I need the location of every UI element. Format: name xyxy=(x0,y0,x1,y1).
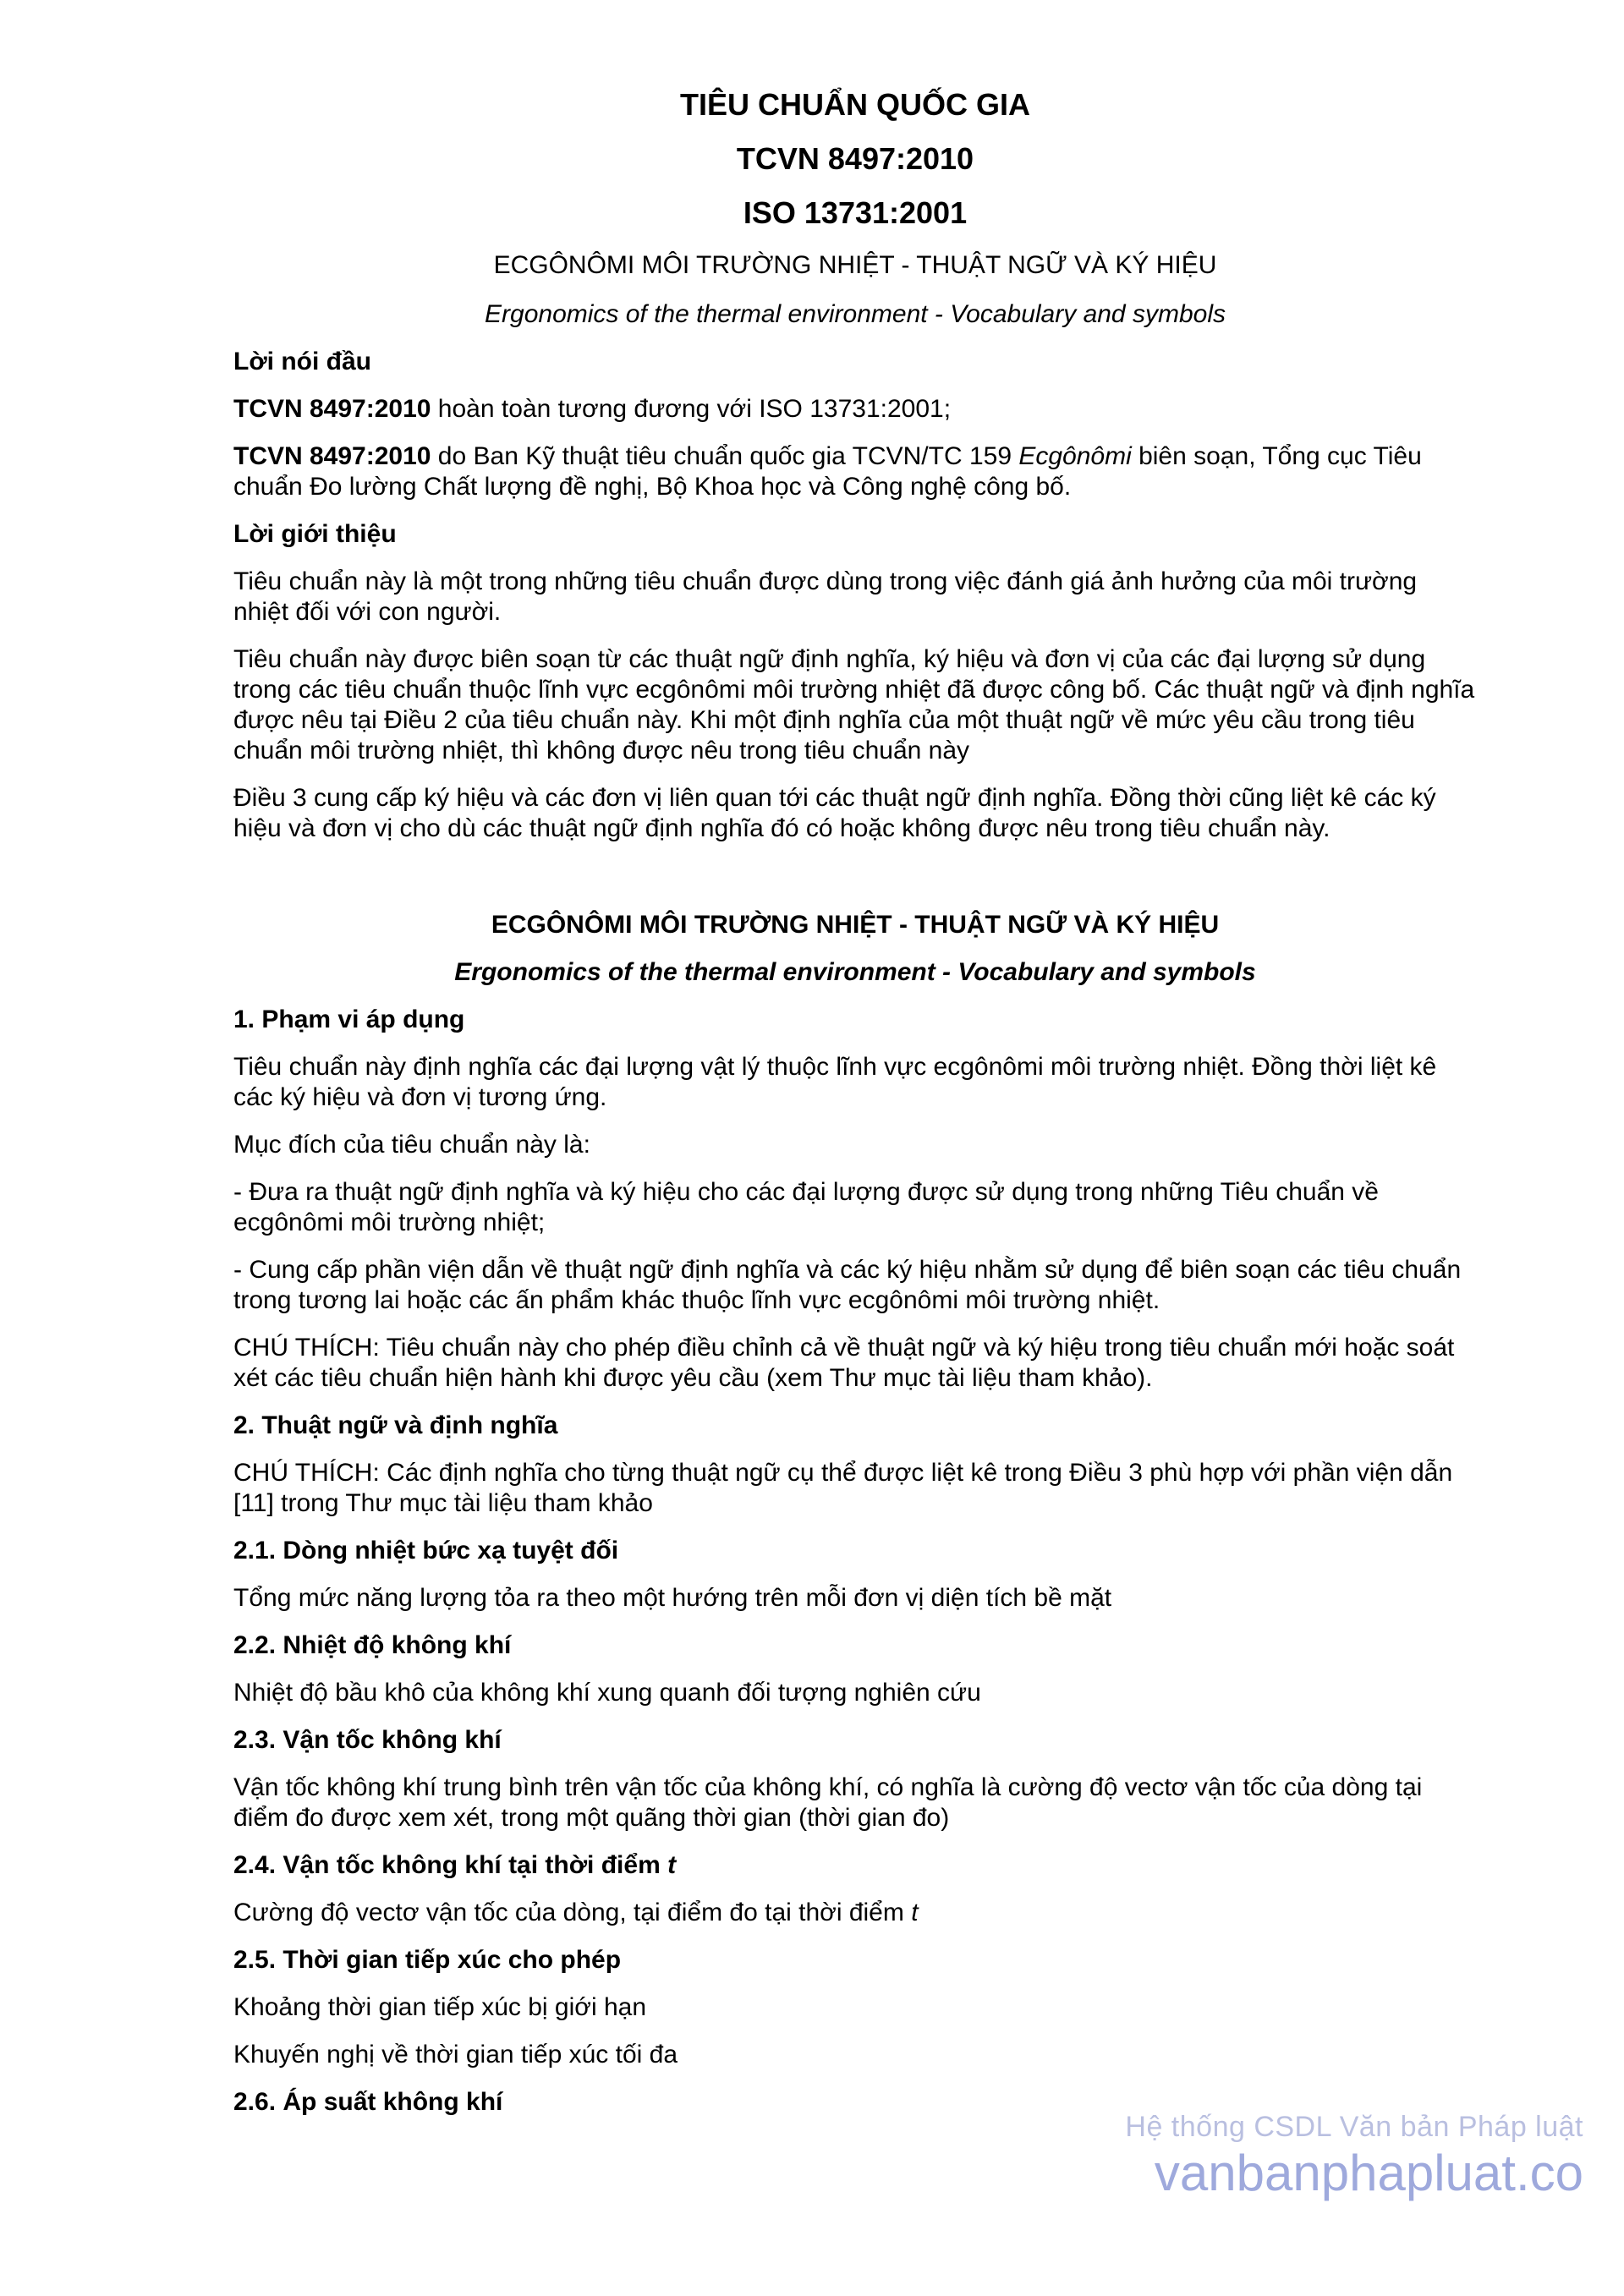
section-1-paragraph: Tiêu chuẩn này định nghĩa các đại lượng vật lý thuộc lĩnh vực ecgônômi môi trường nhiệt. Đồng thời liệt kê các ký hiệu và đơn vị tương ứng. xyxy=(233,1053,1437,1111)
doc-title-iso-number: ISO 13731:2001 xyxy=(743,195,968,230)
term-2-2-definition: Nhiệt độ bầu khô của không khí xung quanh đối tượng nghiên cứu xyxy=(233,1679,981,1707)
term-2-2-heading: 2.2. Nhiệt độ không khí xyxy=(233,1631,512,1659)
term-2-4-definition-text: Cường độ vectơ vận tốc của dòng, tại điểm đo tại thời điểm xyxy=(233,1899,912,1926)
term-2-4-definition xyxy=(233,1898,1477,1928)
term-2-5-definition: Khoảng thời gian tiếp xúc bị giới hạn xyxy=(233,1993,646,2021)
committee-name: Ecgônômi xyxy=(1018,442,1132,470)
foreword-heading: Lời nói đầu xyxy=(233,348,371,375)
term-2-1-heading: 2.1. Dòng nhiệt bức xạ tuyệt đối xyxy=(233,1537,619,1564)
doc-title-english: Ergonomics of the thermal environment - Vocabulary and symbols xyxy=(485,300,1226,328)
section-2-note: CHÚ THÍCH: Các định nghĩa cho từng thuật ngữ cụ thể được liệt kê trong Điều 3 phù hợp với phần viện dẫn [11] trong Thư mục tài liệu tham khảo xyxy=(233,1459,1453,1517)
section-spacer xyxy=(233,861,1477,910)
term-2-4-heading xyxy=(233,1850,1477,1881)
foreword-p1-text: hoàn toàn tương đương với ISO 13731:2001; xyxy=(431,395,952,423)
doc-title-line1: TIÊU CHUẨN QUỐC GIA xyxy=(680,87,1030,122)
document-page xyxy=(233,88,1477,2134)
watermark-website: vanbanphapluat.co xyxy=(1154,2145,1583,2201)
term-2-6-heading: 2.6. Áp suất không khí xyxy=(233,2088,503,2116)
body-title-english: Ergonomics of the thermal environment - Vocabulary and symbols xyxy=(454,958,1256,986)
time-variable: t xyxy=(667,1851,677,1879)
section-1-note: CHÚ THÍCH: Tiêu chuẩn này cho phép điều chỉnh cả về thuật ngữ và ký hiệu trong tiêu chuẩn mới hoặc soát xét các tiêu chuẩn hiện hành khi được yêu cầu (xem Thư mục tài liệu tham khảo). xyxy=(233,1334,1455,1392)
term-2-3-definition: Vận tốc không khí trung bình trên vận tốc của không khí, có nghĩa là cường độ vectơ vận tốc của dòng tại điểm đo được xem xét, trong một quãng thời gian (thời gian đo) xyxy=(233,1773,1423,1832)
introduction-paragraph-2: Tiêu chuẩn này được biên soạn từ các thuật ngữ định nghĩa, ký hiệu và đơn vị của các đại lượng sử dụng trong các tiêu chuẩn thuộc lĩnh vực ecgônômi môi trường nhiệt đã được công bố. Các thuật ngữ và định nghĩa được nêu tại Điều 2 của tiêu chuẩn này. Khi một định nghĩa của một thuật ngữ về mức yêu cầu trong tiêu chuẩn môi trường nhiệt, thì không được nêu trong tiêu chuẩn này xyxy=(233,645,1475,764)
foreword-paragraph-2 xyxy=(233,441,1477,502)
term-2-5-heading: 2.5. Thời gian tiếp xúc cho phép xyxy=(233,1946,622,1974)
introduction-paragraph-1: Tiêu chuẩn này là một trong những tiêu chuẩn được dùng trong việc đánh giá ảnh hưởng của môi trường nhiệt đối với con người. xyxy=(233,567,1418,626)
foreword-p2-text-b: biên soạn, Tổng cục Tiêu chuẩn Đo lường Chất lượng đề nghị, Bộ Khoa học và Công nghệ công bố. xyxy=(233,442,1422,501)
foreword-p2-text-a: do Ban Kỹ thuật tiêu chuẩn quốc gia TCVN/TC 159 xyxy=(431,442,1019,470)
doc-title-standard-number: TCVN 8497:2010 xyxy=(736,141,974,176)
standard-code: TCVN 8497:2010 xyxy=(233,395,431,423)
section-1-list-item: - Đưa ra thuật ngữ định nghĩa và ký hiệu cho các đại lượng được sử dụng trong những Tiêu chuẩn về ecgônômi môi trường nhiệt; xyxy=(233,1178,1379,1236)
introduction-heading: Lời giới thiệu xyxy=(233,520,397,548)
term-2-3-heading: 2.3. Vận tốc không khí xyxy=(233,1726,502,1754)
standard-code: TCVN 8497:2010 xyxy=(233,442,431,470)
foreword-paragraph-1 xyxy=(233,394,1477,425)
term-2-1-definition: Tổng mức năng lượng tỏa ra theo một hướng trên mỗi đơn vị diện tích bề mặt xyxy=(233,1584,1112,1612)
section-1-paragraph: Mục đích của tiêu chuẩn này là: xyxy=(233,1131,590,1159)
watermark-line-1: Hệ thống CSDL Văn bản Pháp luật xyxy=(1125,2111,1583,2143)
term-2-4-heading-text: 2.4. Vận tốc không khí tại thời điểm xyxy=(233,1851,668,1879)
introduction-paragraph-3: Điều 3 cung cấp ký hiệu và các đơn vị liên quan tới các thuật ngữ định nghĩa. Đồng thời cũng liệt kê các ký hiệu và đơn vị cho dù các thuật ngữ định nghĩa đó có hoặc không được nêu trong tiêu chuẩn này. xyxy=(233,784,1436,842)
body-title-vietnamese: ECGÔNÔMI MÔI TRƯỜNG NHIỆT - THUẬT NGỮ VÀ KÝ HIỆU xyxy=(491,911,1220,939)
section-1-heading: 1. Phạm vi áp dụng xyxy=(233,1006,465,1033)
term-2-5-definition: Khuyến nghị về thời gian tiếp xúc tối đa xyxy=(233,2041,678,2069)
section-1-list-item: - Cung cấp phần viện dẫn về thuật ngữ định nghĩa và các ký hiệu nhằm sử dụng để biên soạn các tiêu chuẩn trong tương lai hoặc các ấn phẩm khác thuộc lĩnh vực ecgônômi môi trường nhiệt. xyxy=(233,1256,1462,1314)
watermark xyxy=(1125,2110,1583,2203)
doc-title-vietnamese: ECGÔNÔMI MÔI TRƯỜNG NHIỆT - THUẬT NGỮ VÀ KÝ HIỆU xyxy=(493,251,1217,279)
time-variable: t xyxy=(911,1899,919,1926)
section-2-heading: 2. Thuật ngữ và định nghĩa xyxy=(233,1411,558,1439)
